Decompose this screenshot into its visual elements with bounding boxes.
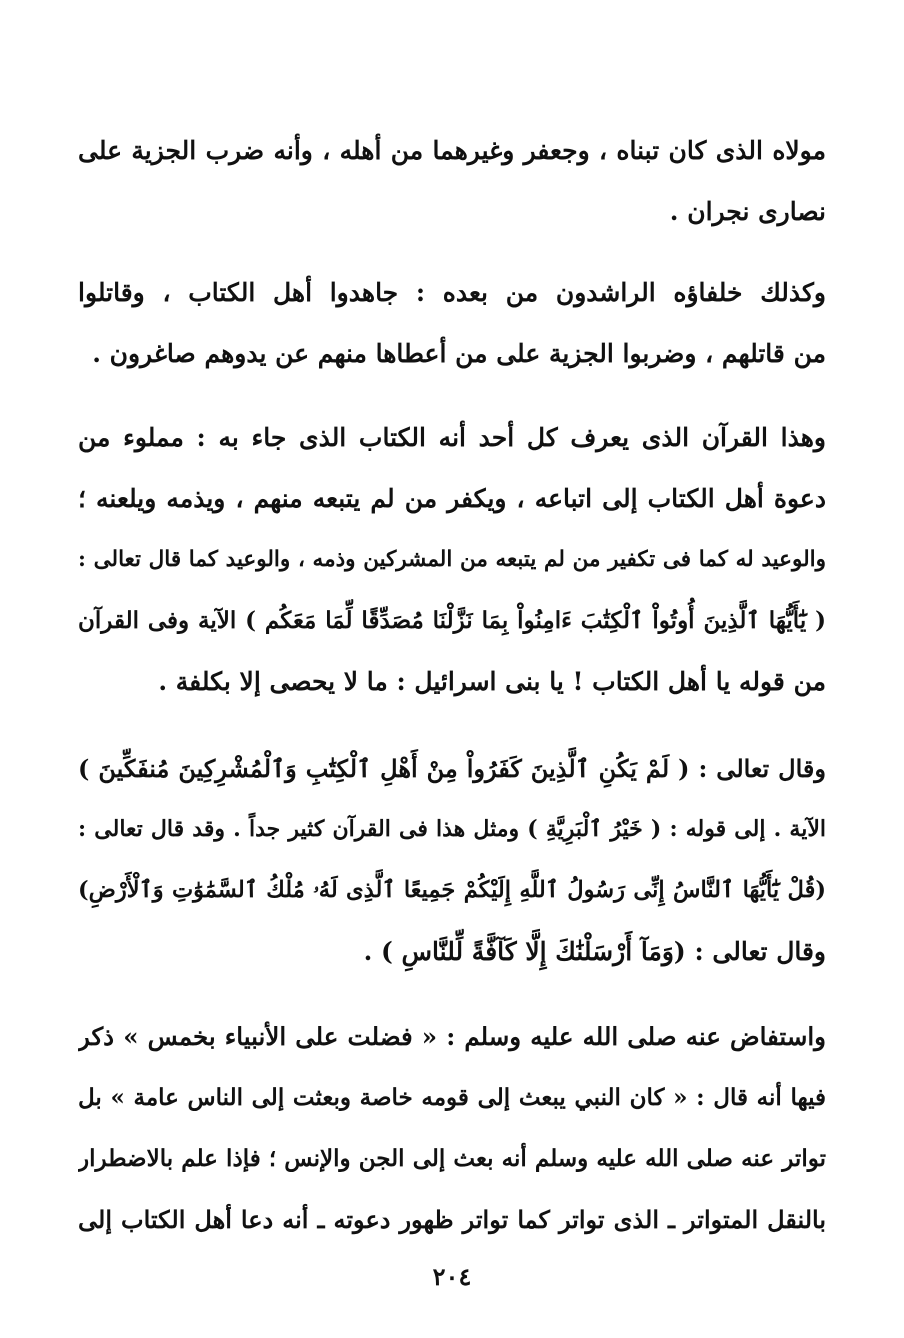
text-line: من قوله يا أهل الكتاب ! يا بنى اسرائيل : ما لا يحصى إلا بكلفة . — [158, 667, 826, 696]
text-line: من قاتلهم ، وضربوا الجزية على من أعطاها منهم عن يدوهم صاغرون . — [92, 339, 826, 368]
paragraph-spacer — [78, 982, 826, 1006]
paragraph-4 — [78, 738, 826, 982]
text-line: بالنقل المتواتر ـ الذى تواتر كما تواتر ظهور دعوته ـ أنه دعا أهل الكتاب إلى — [78, 1205, 826, 1234]
quran-verse-line: وقال تعالى : ( لَمْ يَكُنِ ٱلَّذِينَ كَفَرُواْ مِنْ أَهْلِ ٱلْكِتَٰبِ وَٱلْمُشْرِكِينَ مُنفَكِّينَ ) — [78, 754, 826, 783]
text-line: واستفاض عنه صلى الله عليه وسلم : « فضلت على الأنبياء بخمس » ذكر — [78, 1022, 826, 1051]
text-line: وهذا القرآن الذى يعرف كل أحد أنه الكتاب الذى جاء به : مملوء من — [78, 423, 826, 452]
paragraph-spacer — [78, 242, 826, 262]
text-line: وكذلك خلفاؤه الراشدون من بعده : جاهدوا أهل الكتاب ، وقاتلوا — [78, 278, 826, 307]
paragraph-spacer — [78, 384, 826, 407]
page-number: ٢٠٤ — [432, 1262, 472, 1291]
quran-verse-line: وقال تعالى : (وَمَآ أَرْسَلْنَٰكَ إِلَّا كَآفَّةً لِّلنَّاسِ ) . — [363, 937, 826, 966]
page-body — [78, 120, 826, 1250]
text-line: تواتر عنه صلى الله عليه وسلم أنه بعث إلى الجن والإنس ؛ فإذا علم بالاضطرار — [78, 1145, 826, 1172]
text-line: فيها أنه قال : « كان النبي يبعث إلى قومه خاصة وبعثت إلى الناس عامة » بل — [78, 1084, 826, 1111]
text-line: والوعيد له كما فى تكفير من لم يتبعه من المشركين وذمه ، والوعيد كما قال تعالى : — [78, 547, 826, 572]
quran-verse-line: ( يَٰٓأَيُّهَا ٱلَّذِينَ أُوتُواْ ٱلْكِتَٰبَ ءَامِنُواْ بِمَا نَزَّلْنَا مُصَدِّقًا لِّمَا مَعَكُم ) الآية وفى القرآن — [78, 607, 826, 634]
text-line: مولاه الذى كان تبناه ، وجعفر وغيرهما من أهله ، وأنه ضرب الجزية على — [78, 136, 826, 165]
paragraph-spacer — [78, 712, 826, 738]
paragraph-2 — [78, 262, 826, 384]
paragraph-1 — [78, 120, 826, 242]
text-line: الآية . إلى قوله : ( خَيْرُ ٱلْبَرِيَّةِ ) ومثل هذا فى القرآن كثير جداً . وقد قال تعالى : — [78, 816, 826, 842]
paragraph-3 — [78, 407, 826, 712]
text-line: دعوة أهل الكتاب إلى اتباعه ، ويكفر من لم يتبعه منهم ، ويذمه ويلعنه ؛ — [78, 484, 826, 513]
text-line: نصارى نجران . — [669, 197, 826, 226]
quran-verse-line: (قُلْ يَٰٓأَيُّهَا ٱلنَّاسُ إِنِّى رَسُولُ ٱللَّهِ إِلَيْكُمْ جَمِيعًا ٱلَّذِى لَهُۥ مُلْكُ ٱلسَّمَٰوَٰتِ وَٱلْأَرْضِ) — [78, 877, 826, 903]
paragraph-5 — [78, 1006, 826, 1250]
